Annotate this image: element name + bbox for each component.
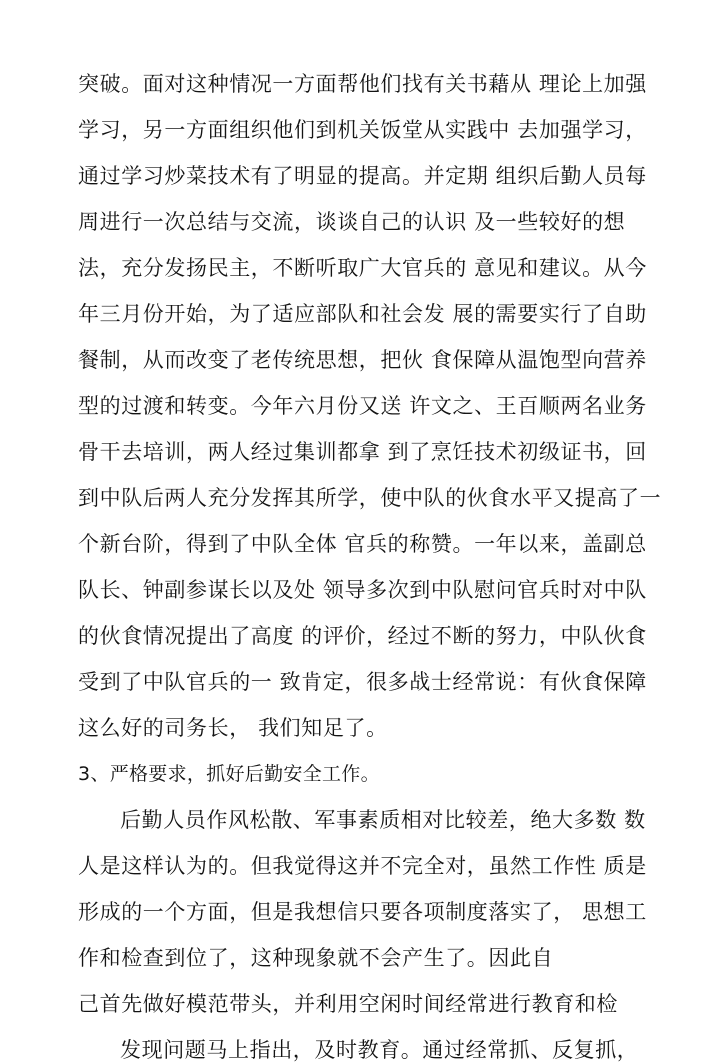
text-line: 法，充分发扬民主，不断听取广大官兵的 意见和建议。从今 <box>78 256 647 280</box>
text-line: 周进行一次总结与交流，谈谈自己的认识 及一些较好的想 <box>78 210 626 234</box>
paragraph-first-line: 后勤人员作风松散、军事素质相对比较差，绝大多数 数 <box>120 808 646 832</box>
text-line: 到中队后两人充分发挥其所学，使中队的伙食水平又提高了一 <box>78 486 662 510</box>
text-line: 通过学习炒菜技术有了明显的提高。并定期 组织后勤人员每 <box>78 164 647 188</box>
text-line: 餐制，从而改变了老传统思想，把伙 食保障从温饱型向营养 <box>78 348 647 372</box>
text-line: 人是这样认为的。但我觉得这并不完全对，虽然工作性 质是 <box>78 854 647 878</box>
text-line: 己首先做好模范带头，并利用空闲时间经常进行教育和检 <box>78 992 618 1016</box>
text-line: 受到了中队官兵的一 致肯定，很多战士经常说：有伙食保障 <box>78 670 647 694</box>
section-heading: 3、严格要求，抓好后勤安全工作。 <box>78 763 380 785</box>
text-line: 型的过渡和转变。今年六月份又送 许文之、王百顺两名业务 <box>78 394 647 418</box>
text-line: 学习，另一方面组织他们到机关饭堂从实践中 去加强学习， <box>78 118 647 142</box>
paragraph-first-line: 发现问题马上指出，及时教育。通过经常抓、反复抓， <box>120 1038 639 1062</box>
text-line: 形成的一个方面，但是我想信只要各项制度落实了， 思想工 <box>78 900 647 924</box>
text-line: 个新台阶，得到了中队全体 官兵的称赞。一年以来，盖副总 <box>78 532 647 556</box>
text-line: 的伙食情况提出了高度 的评价，经过不断的努力，中队伙食 <box>78 624 647 648</box>
text-line: 年三月份开始，为了适应部队和社会发 展的需要实行了自助 <box>78 302 647 326</box>
text-line: 队长、钟副参谋长以及处 领导多次到中队慰问官兵时对中队 <box>78 578 647 602</box>
text-line: 骨干去培训，两人经过集训都拿 到了烹饪技术初级证书，回 <box>78 440 647 464</box>
text-line: 作和检查到位了，这种现象就不会产生了。因此自 <box>78 946 554 970</box>
text-line: 这么好的司务长， 我们知足了。 <box>78 716 388 740</box>
text-line: 突破。面对这种情况一方面帮他们找有关书藉从 理论上加强 <box>78 72 647 96</box>
